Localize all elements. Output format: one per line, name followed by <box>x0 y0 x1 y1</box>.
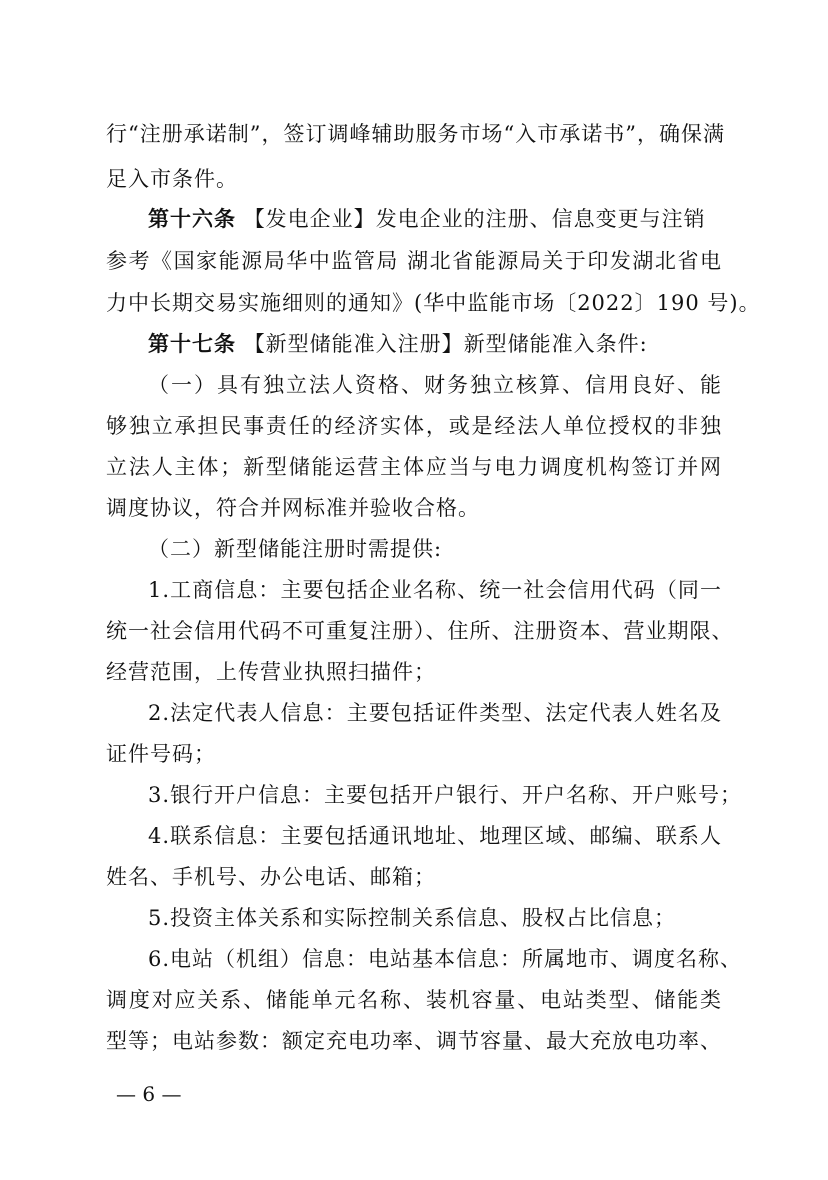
paragraph-line: 统一社会信用代码不可重复注册）、住所、注册资本、营业期限、 <box>106 619 734 643</box>
paragraph-line: 1.工商信息：主要包括企业名称、统一社会信用代码（同一 <box>148 578 722 602</box>
paragraph-line: 立法人主体；新型储能运营主体应当与电力调度机构签订并网 <box>106 455 722 479</box>
paragraph-line: 足入市条件。 <box>106 167 238 191</box>
paragraph-line: 行“注册承诺制”，签订调峰辅助服务市场“入市承诺书”，确保满 <box>106 122 725 146</box>
paragraph-line: 证件号码； <box>106 742 216 766</box>
paragraph-line: 调度协议，符合并网标准并验收合格。 <box>106 496 480 520</box>
paragraph-line: 力中长期交易实施细则的通知》(华中监能市场〔2022〕190 号)。 <box>106 291 761 315</box>
article-17-number: 第十七条 <box>148 332 236 356</box>
article-17-tag: 【新型储能准入注册】 <box>243 332 464 356</box>
paragraph-line: 调度对应关系、储能单元名称、装机容量、电站类型、储能类 <box>106 988 722 1012</box>
paragraph-line: 4.联系信息：主要包括通讯地址、地理区域、邮编、联系人 <box>148 824 722 848</box>
paragraph-text: 发电企业的注册、信息变更与注销 <box>375 207 706 231</box>
paragraph-line: 2.法定代表人信息：主要包括证件类型、法定代表人姓名及 <box>148 701 722 725</box>
paragraph-line: 6.电站（机组）信息：电站基本信息：所属地市、调度名称、 <box>148 947 743 971</box>
paragraph-line: 经营范围，上传营业执照扫描件； <box>106 660 436 684</box>
paragraph-line: 参考《国家能源局华中监管局 湖北省能源局关于印发湖北省电 <box>106 249 722 273</box>
article-16-tag: 【发电企业】 <box>243 207 376 231</box>
paragraph-line: （二）新型储能注册时需提供: <box>148 537 443 561</box>
paragraph-line: 型等；电站参数：额定充电功率、调节容量、最大充放电功率、 <box>106 1029 722 1053</box>
article-16-line <box>148 205 722 233</box>
article-16-number: 第十六条 <box>148 207 236 231</box>
paragraph-line: （一）具有独立法人资格、财务独立核算、信用良好、能 <box>148 373 722 397</box>
article-17-line <box>148 330 722 358</box>
page-number: — 6 — <box>116 1082 182 1106</box>
paragraph-text: 新型储能准入条件: <box>463 332 648 356</box>
paragraph-line: 3.银行开户信息：主要包括开户银行、开户名称、开户账号； <box>148 783 743 807</box>
paragraph-line: 姓名、手机号、办公电话、邮箱； <box>106 865 436 889</box>
paragraph-line: 够独立承担民事责任的经济实体，或是经法人单位授权的非独 <box>106 414 722 438</box>
paragraph-line: 5.投资主体关系和实际控制关系信息、股权占比信息； <box>148 906 677 930</box>
